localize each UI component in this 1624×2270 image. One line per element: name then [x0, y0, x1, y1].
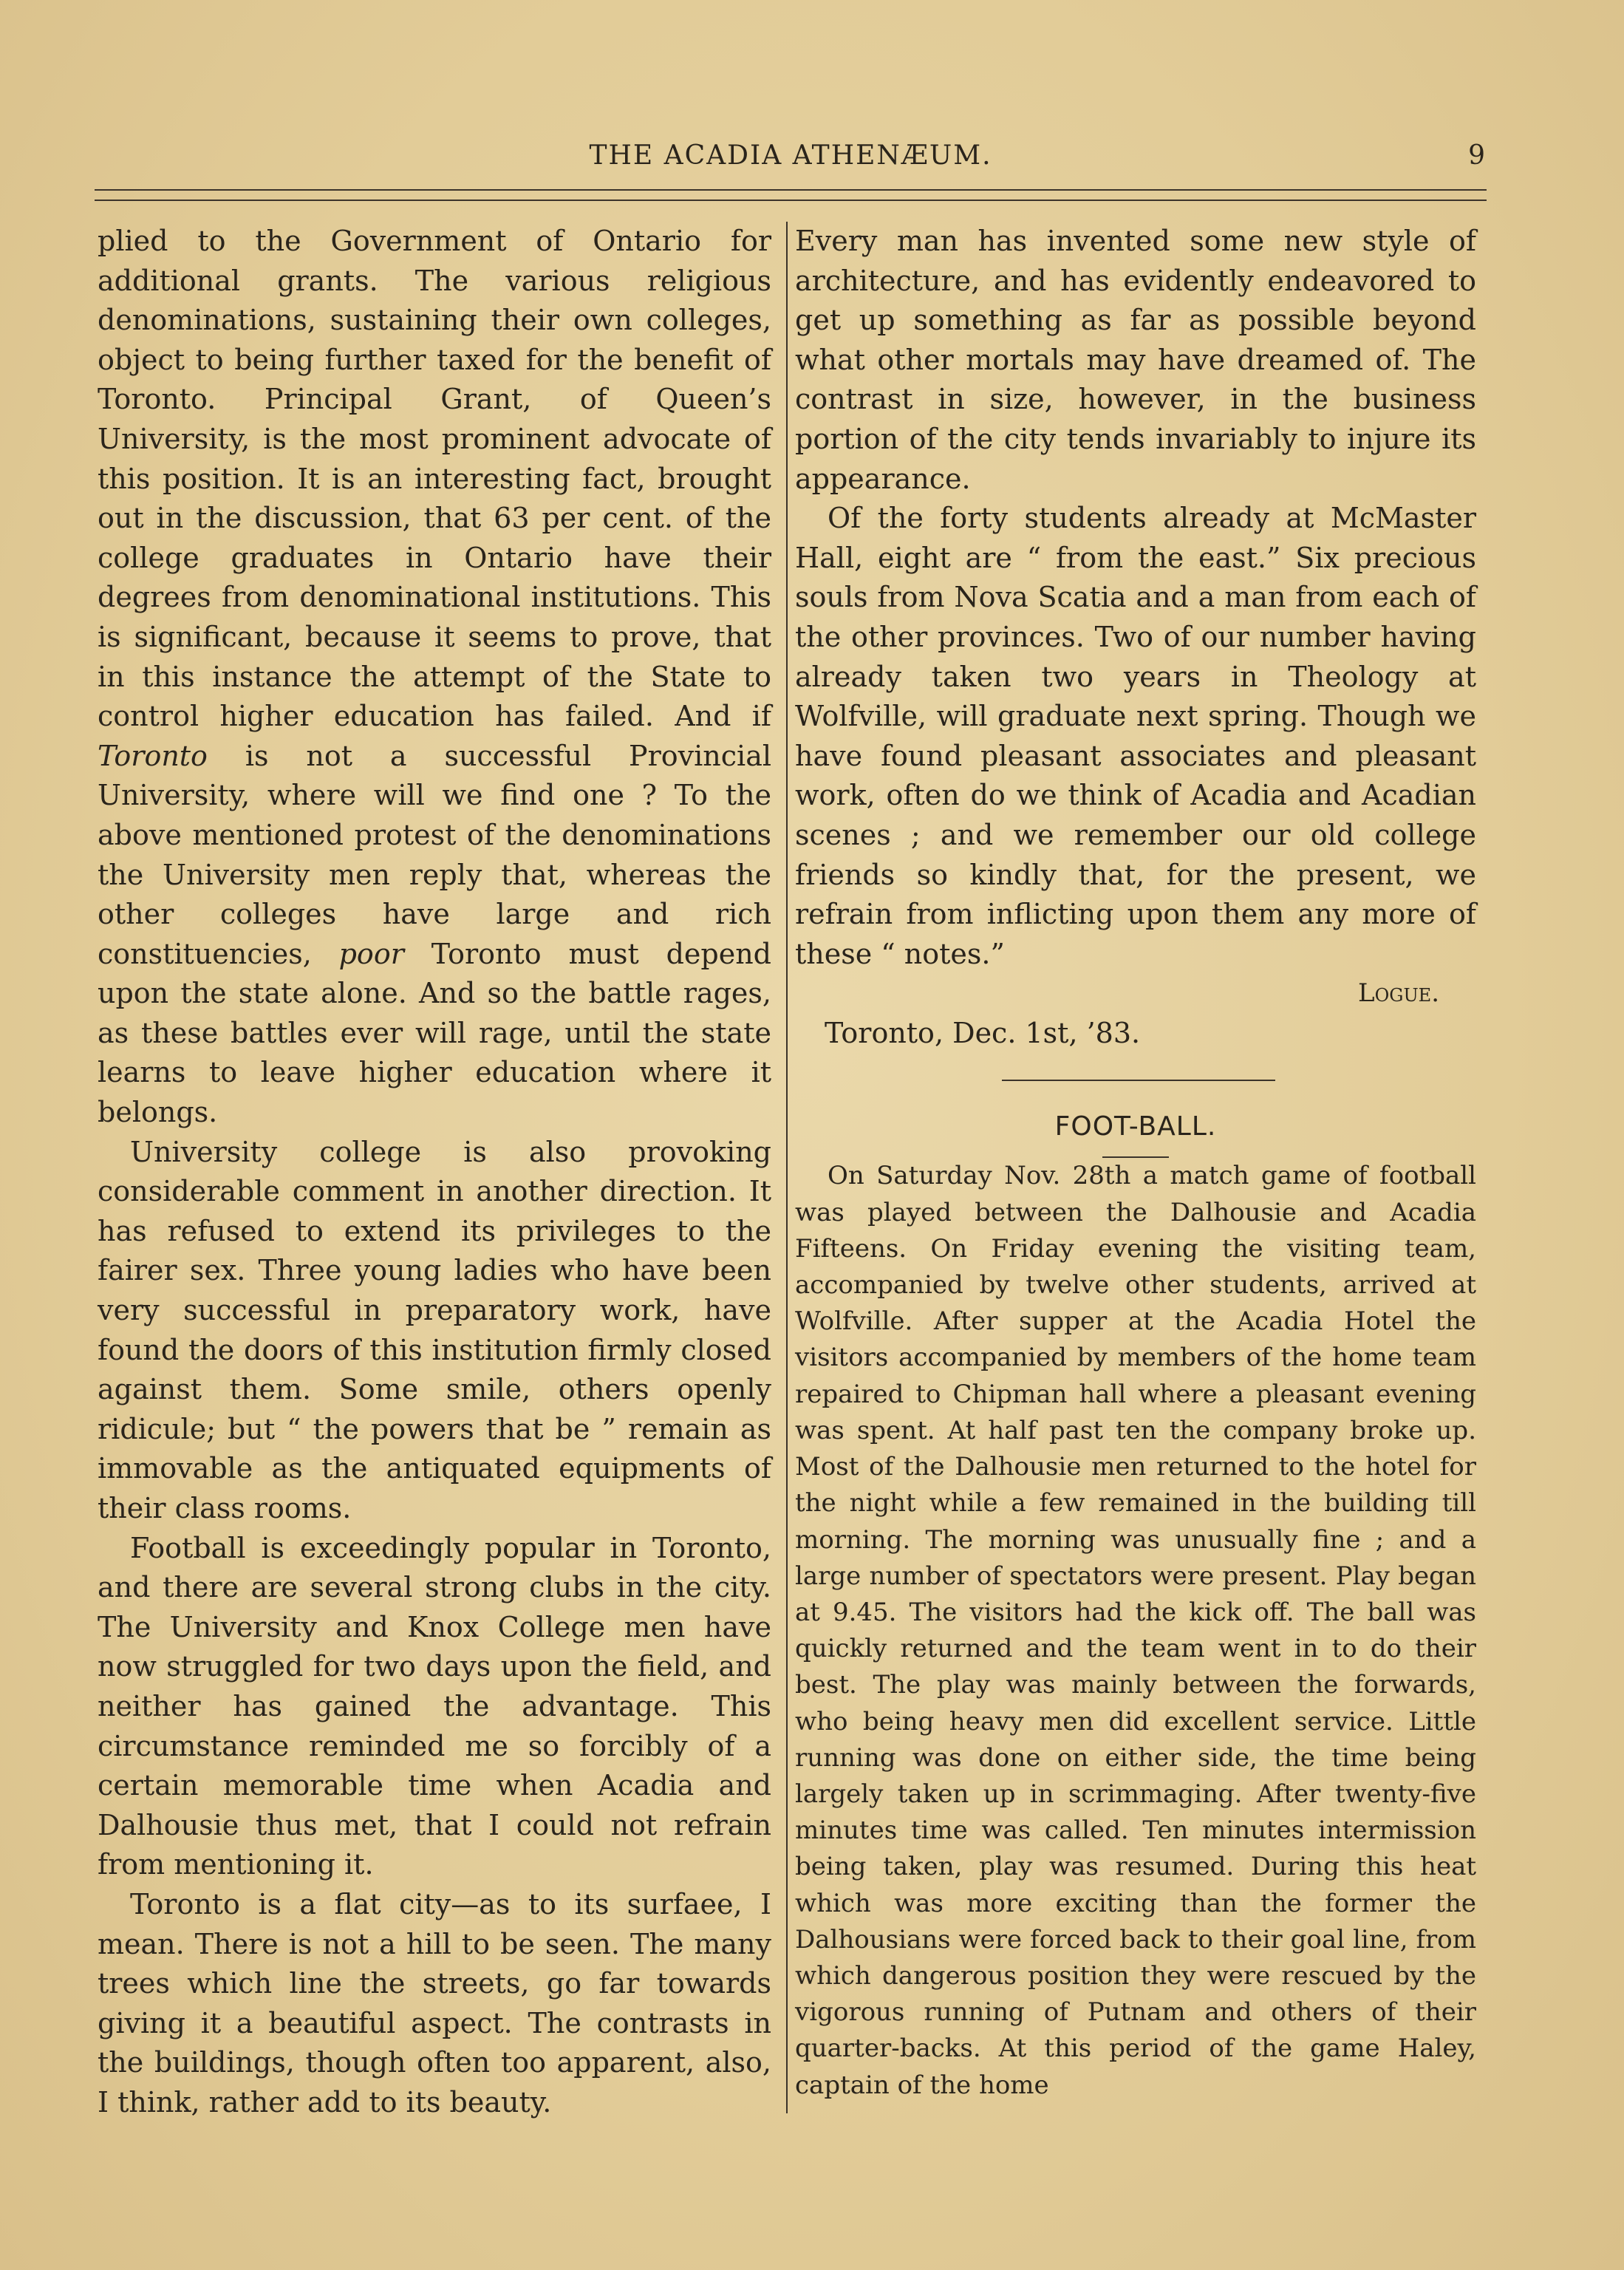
left-paragraph-3: Football is exceedingly popular in Toronto, and there are several strong clubs in the city. The University and Knox College men have now struggled for two days upon the field, and neither has gained the advantage. This circumstance reminded me so forcibly of a certain memorable time when Acadia and Dalhousie thus met, that I could not refrain from mentioning it. — [98, 1531, 771, 1881]
page-number: 9 — [1468, 140, 1485, 171]
italic-text: Toronto — [98, 739, 208, 772]
text-run: plied to the Government of Ontario for additional grants. The various religious denominations, sustaining their own colleges, object to being further taxed for the benefit of Toronto. Principal Grant, of Queen’s University, is the most prominent advocate of this position. It is an interesting fact, brought out in the discussion, that 63 per cent. of the college graduates in Ontario have their degrees from denominational institutions. This is significant, because it seems to prove, that in this instance the attempt of the State to control higher education has failed. And if — [98, 225, 771, 733]
journal-title: THE ACADIA ATHENÆUM. — [589, 140, 992, 171]
left-paragraph-2: University college is also provoking considerable comment in another direction. It has refused to extend its privileges to the fairer sex. Three young ladies who have been very successful in preparatory work, have found the doors of this institution firmly closed against them. Some smile, others openly ridicule; but “ the powers that be ” remain as immovable as the antiquated equipments of their class rooms. — [98, 1135, 771, 1524]
right-paragraph-2: Of the forty students already at McMaster Hall, eight are “ from the east.” Six precious souls from Nova Scatia and a man from each of the other provinces. Two of our number having already taken two years in Theology at Wolfville, will graduate next spring. Though we have found pleasant associates and pleasant work, often do we think of Acadia and Acadian scenes ; and we remember our old college friends so kindly that, for the present, we refrain from inflicting upon them any more of these “ notes.” — [795, 502, 1476, 970]
football-article: On Saturday Nov. 28th a match game of football was played between the Dalhousie and Acadia Fifteens. On Friday evening the visiting team, accompanied by twelve other students, arrived at Wolfville. After supper at the Acadia Hotel the visitors accompanied by members of the home team repaired to Chipman hall where a pleasant evening was spent. At half past ten the company broke up. Most of the Dalhousie men returned to the hotel for the night while a few remained in the building till morning. The morning was unusually fine ; and a large number of spectators were present. Play began at 9.45. The visitors had the kick off. The ball was quickly returned and the team went in to do their best. The play was mainly between the forwards, who being heavy men did excellent service. Little running was done on either side, the time being largely taken up in scrimmaging. After twenty-five minutes time was called. Ten minutes intermission being taken, play was resumed. During this heat which was more exciting than the former the Dalhousians were forced back to their goal line, from which dangerous position they were rescued by the vigorous running of Putnam and others of their quarter-backs. At this period of the game Haley, captain of the home — [795, 1161, 1476, 2100]
text-run: is not a successful Provincial University, where will we find one ? To the above mentioned protest of the denominations the University men reply that, whereas the other colleges have large and rich constituencies, — [98, 739, 771, 970]
column-divider — [786, 222, 788, 2113]
right-paragraph-1: Every man has invented some new style of architecture, and has evidently endeavored to get up something as far as possible beyond what other mortals may have dreamed of. The contrast in size, however, in the business portion of the city tends invariably to injure its appearance. — [795, 225, 1476, 495]
section-title: FOOT-BALL. — [1054, 1111, 1217, 1142]
signature: Logue. — [1358, 978, 1439, 1009]
page-header — [96, 134, 1485, 179]
header-rule-top — [95, 189, 1487, 191]
left-paragraph-4: Toronto is a flat city—as to its surfaee, I mean. There is not a hill to be seen. The many trees which line the streets, go far towards giving it a beautiful aspect. The contrasts in the buildings, though often too apparent, also, I think, rather add to its beauty. — [98, 1887, 771, 2119]
left-paragraph-1 — [98, 222, 771, 1133]
section-separator — [1002, 1080, 1275, 1081]
dateline: Toronto, Dec. 1st, ’83. — [825, 1016, 1141, 1049]
header-rule-bottom — [95, 200, 1487, 201]
text-run: Toronto must depend upon the state alone. And so the battle rages, as these battles ever will rage, until the state learns to leave higher education where it belongs. — [98, 937, 771, 1129]
left-column — [98, 222, 771, 2123]
italic-text: poor — [338, 937, 404, 970]
right-column — [795, 222, 1476, 2104]
